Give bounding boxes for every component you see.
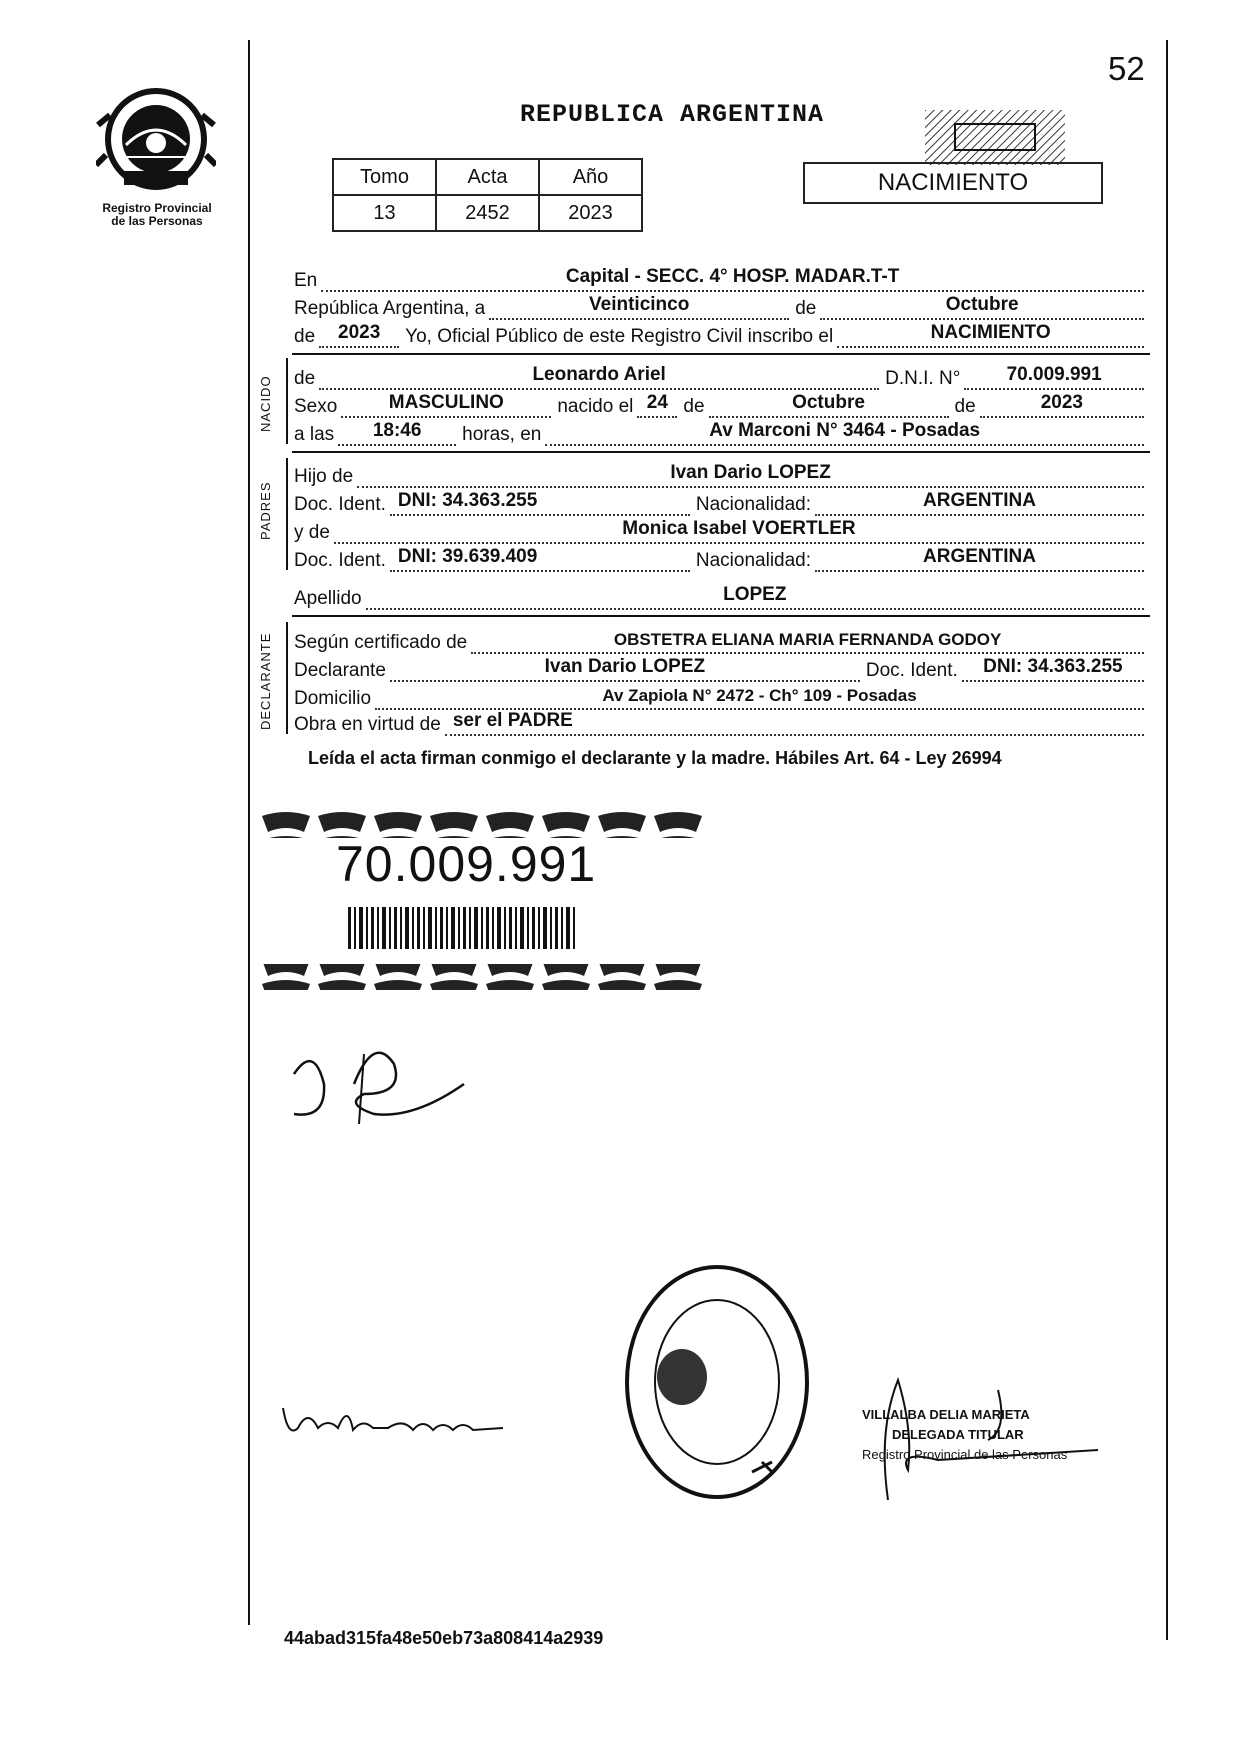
declarante-section-bar	[286, 622, 288, 734]
obra-field	[445, 710, 1144, 736]
de-label-2: de	[294, 326, 316, 347]
officer-stamp-text	[862, 1405, 1067, 1465]
declarante-section-label: DECLARANTE	[258, 632, 273, 730]
dia-value: 24	[646, 392, 668, 413]
madre-nac-value: ARGENTINA	[923, 546, 1036, 567]
row-sexo	[294, 394, 1150, 418]
nombre-field	[319, 364, 879, 390]
sexo-value: MASCULINO	[388, 392, 504, 413]
mes-value: Octubre	[792, 392, 865, 413]
apellido-field	[366, 584, 1144, 610]
padre-doc-field	[390, 490, 690, 516]
security-pattern-stamp	[925, 110, 1065, 165]
oficial-text: Yo, Oficial Público de este Registro Civil inscribo el	[405, 326, 834, 347]
de-label-1: de	[795, 298, 817, 319]
tomo-value: 13	[333, 195, 436, 231]
decl-field	[390, 656, 860, 682]
row-madre-doc	[294, 548, 1150, 572]
padres-section-bar	[286, 458, 288, 570]
anio-de-label: de	[954, 396, 976, 417]
madre-doc-value: DNI: 39.639.409	[397, 546, 538, 567]
en-field	[321, 266, 1144, 292]
cert-label: Según certificado de	[294, 632, 468, 653]
divider-intro	[292, 353, 1150, 355]
officer-title: DELEGADA TITULAR	[892, 1427, 1024, 1442]
mes-field	[709, 392, 949, 418]
row-apellido	[294, 586, 1150, 610]
horas-label: horas, en	[462, 424, 542, 445]
logo-caption-line2: de las Personas	[111, 214, 203, 228]
anio-value: 2023	[539, 195, 642, 231]
en-value: Capital - SECC. 4° HOSP. MADAR.T-T	[565, 266, 900, 287]
dom-field	[375, 688, 1144, 710]
row-obra	[294, 712, 1150, 736]
republica-label: República Argentina, a	[294, 298, 486, 319]
sexo-label: Sexo	[294, 396, 338, 417]
acta-value: 2452	[436, 195, 539, 231]
decl-doc-value: DNI: 34.363.255	[983, 656, 1123, 677]
padre-value: Ivan Dario LOPEZ	[670, 462, 831, 483]
barcode-number: 70.009.991	[336, 836, 597, 892]
year-field	[319, 322, 399, 348]
declarant-signature	[284, 1024, 484, 1134]
apellido-value: LOPEZ	[723, 584, 787, 605]
inscribe-value: NACIMIENTO	[930, 322, 1051, 343]
en-label: En	[294, 270, 318, 291]
right-margin-line	[1166, 40, 1168, 1640]
divider-nacido	[292, 451, 1150, 453]
anio-header: Año	[539, 159, 642, 195]
day-field	[489, 294, 789, 320]
padre-nac-label: Nacionalidad:	[695, 494, 812, 515]
dni-label: D.N.I. N°	[885, 368, 961, 389]
divider-apellido	[292, 615, 1150, 617]
madre-doc-field	[390, 546, 690, 572]
hora-field	[338, 420, 456, 446]
day-words-value: Veinticinco	[589, 294, 690, 315]
month-field	[820, 294, 1144, 320]
madre-value: Monica Isabel VOERTLER	[622, 518, 856, 539]
padre-nac-field	[815, 490, 1144, 516]
nacido-section-label: NACIDO	[258, 375, 273, 432]
document-title: REPUBLICA ARGENTINA	[520, 100, 825, 129]
left-margin-line	[248, 40, 250, 1625]
nacido-label: nacido el	[557, 396, 634, 417]
mother-signature	[278, 1388, 508, 1448]
yde-label: y de	[294, 522, 330, 543]
nombre-de-label: de	[294, 368, 316, 389]
year-value: 2023	[338, 322, 381, 343]
dni-field	[964, 364, 1144, 390]
acta-header: Acta	[436, 159, 539, 195]
obra-label: Obra en virtud de	[294, 714, 441, 735]
dia-field	[637, 392, 677, 418]
row-madre	[294, 520, 1150, 544]
row-domicilio	[294, 686, 1150, 710]
dom-label: Domicilio	[294, 688, 372, 709]
registry-table	[332, 158, 643, 232]
dom-value: Av Zapiola N° 2472 - Ch° 109 - Posadas	[602, 686, 917, 705]
misiones-emblem-logo	[96, 85, 216, 193]
page-number: 52	[1108, 50, 1145, 87]
padres-section-label: PADRES	[258, 481, 273, 540]
month-value: Octubre	[945, 294, 1019, 315]
sexo-field	[341, 392, 551, 418]
closing-note: Leída el acta firman conmigo el declarante y la madre. Hábiles Art. 64 - Ley 26994	[308, 748, 1002, 768]
row-certificado	[294, 630, 1150, 654]
hora-value: 18:46	[372, 420, 422, 441]
decl-doc-field	[962, 656, 1144, 682]
hijo-label: Hijo de	[294, 466, 354, 487]
padre-field	[357, 462, 1144, 488]
decl-label: Declarante	[294, 660, 386, 681]
row-padre-doc	[294, 492, 1150, 516]
officer-institution: Registro Provincial de las Personas	[862, 1447, 1068, 1462]
padre-nac-value: ARGENTINA	[923, 490, 1036, 511]
row-en	[294, 268, 1150, 292]
row-republica	[294, 296, 1150, 320]
decl-value: Ivan Dario LOPEZ	[544, 656, 706, 677]
official-seal-stamp	[622, 1262, 812, 1502]
row-year	[294, 324, 1150, 348]
officer-name: VILLALBA DELIA MARIETA	[862, 1407, 1030, 1422]
anio-value: 2023	[1040, 392, 1083, 413]
cert-field	[471, 632, 1144, 654]
anio-field	[980, 392, 1144, 418]
madre-nac-field	[815, 546, 1144, 572]
nombre-value: Leonardo Ariel	[532, 364, 666, 385]
dni-value: 70.009.991	[1006, 364, 1102, 385]
padre-doc-label: Doc. Ident.	[294, 494, 386, 515]
row-nombre	[294, 366, 1150, 390]
document-hash: 44abad315fa48e50eb73a808414a2939	[284, 1628, 604, 1648]
apellido-label: Apellido	[294, 588, 362, 609]
cert-value: OBSTETRA ELIANA MARIA FERNANDA GODOY	[613, 630, 1002, 649]
row-declarante	[294, 658, 1150, 682]
registry-logo-caption	[82, 202, 232, 228]
lugar-value: Av Marconi N° 3464 - Posadas	[709, 420, 981, 441]
padre-doc-value: DNI: 34.363.255	[397, 490, 538, 511]
lugar-field	[545, 420, 1144, 446]
logo-caption-line1: Registro Provincial	[102, 201, 212, 215]
tomo-header: Tomo	[333, 159, 436, 195]
row-padre	[294, 464, 1150, 488]
madre-field	[334, 518, 1144, 544]
inscribe-field	[837, 322, 1144, 348]
nacido-section-bar	[286, 358, 288, 444]
row-hora	[294, 422, 1150, 446]
alas-label: a las	[294, 424, 335, 445]
decl-doc-label: Doc. Ident.	[865, 660, 958, 681]
madre-nac-label: Nacionalidad:	[695, 550, 812, 571]
record-type-box: NACIMIENTO	[803, 162, 1103, 204]
obra-value: ser el PADRE	[452, 710, 573, 731]
mes-de-label: de	[683, 396, 705, 417]
madre-doc-label: Doc. Ident.	[294, 550, 386, 571]
